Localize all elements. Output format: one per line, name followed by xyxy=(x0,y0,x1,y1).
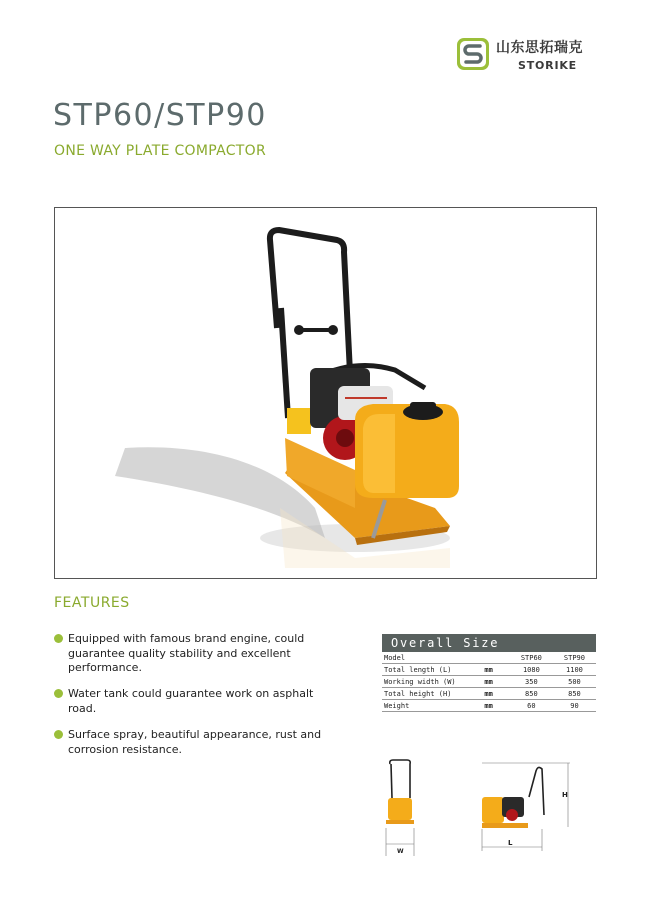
side-view-diagram xyxy=(474,757,574,853)
table-cell: 350 xyxy=(510,676,553,688)
table-cell: 90 xyxy=(553,700,596,712)
plate-compactor-image xyxy=(55,208,596,578)
bullet-dot-icon xyxy=(54,689,63,698)
table-row xyxy=(382,676,596,688)
table-row xyxy=(382,664,596,676)
table-cell: Working width (W) xyxy=(382,676,467,688)
table-cell: 60 xyxy=(510,700,553,712)
height-label: H xyxy=(562,791,568,799)
bullet-dot-icon xyxy=(54,634,63,643)
brand-name-en: STORIKE xyxy=(518,59,577,72)
table-cell: 500 xyxy=(553,676,596,688)
table-cell: Total height (H) xyxy=(382,688,467,700)
feature-item xyxy=(54,728,324,757)
length-label: L xyxy=(508,839,513,847)
feature-text: Surface spray, beautiful appearance, rust and corrosion resistance. xyxy=(68,728,322,756)
feature-text: Equipped with famous brand engine, could guarantee quality stability and excellent performance. xyxy=(68,632,305,674)
table-cell: mm xyxy=(467,664,509,676)
product-photo-frame xyxy=(54,207,597,579)
front-view-diagram xyxy=(380,758,420,858)
table-cell: STP60 xyxy=(510,652,553,664)
feature-text: Water tank could guarantee work on asphalt road. xyxy=(68,687,314,715)
table-cell: 1100 xyxy=(553,664,596,676)
table-cell: mm xyxy=(467,676,509,688)
table-cell: Weight xyxy=(382,700,467,712)
overall-size-title: Overall Size xyxy=(382,634,596,652)
specs-table xyxy=(382,652,596,712)
table-cell: Model xyxy=(382,652,467,664)
feature-item xyxy=(54,687,324,716)
product-subtitle: ONE WAY PLATE COMPACTOR xyxy=(54,143,266,159)
overall-size-table xyxy=(382,634,596,712)
table-cell: 850 xyxy=(510,688,553,700)
table-cell: 1080 xyxy=(510,664,553,676)
table-cell: Total length (L) xyxy=(382,664,467,676)
table-cell: mm xyxy=(467,688,509,700)
table-cell: mm xyxy=(467,700,509,712)
brand-logo xyxy=(456,37,606,77)
bullet-dot-icon xyxy=(54,730,63,739)
table-cell: STP90 xyxy=(553,652,596,664)
brand-name-cn: 山东思拓瑞克 xyxy=(496,40,583,56)
product-model: STP60/STP90 xyxy=(53,98,267,133)
storike-logo-icon xyxy=(456,37,490,71)
width-label: W xyxy=(397,848,404,855)
features-title: FEATURES xyxy=(54,595,130,611)
table-row xyxy=(382,688,596,700)
feature-item xyxy=(54,632,324,676)
table-cell: 850 xyxy=(553,688,596,700)
table-header-row xyxy=(382,652,596,664)
table-row xyxy=(382,700,596,712)
